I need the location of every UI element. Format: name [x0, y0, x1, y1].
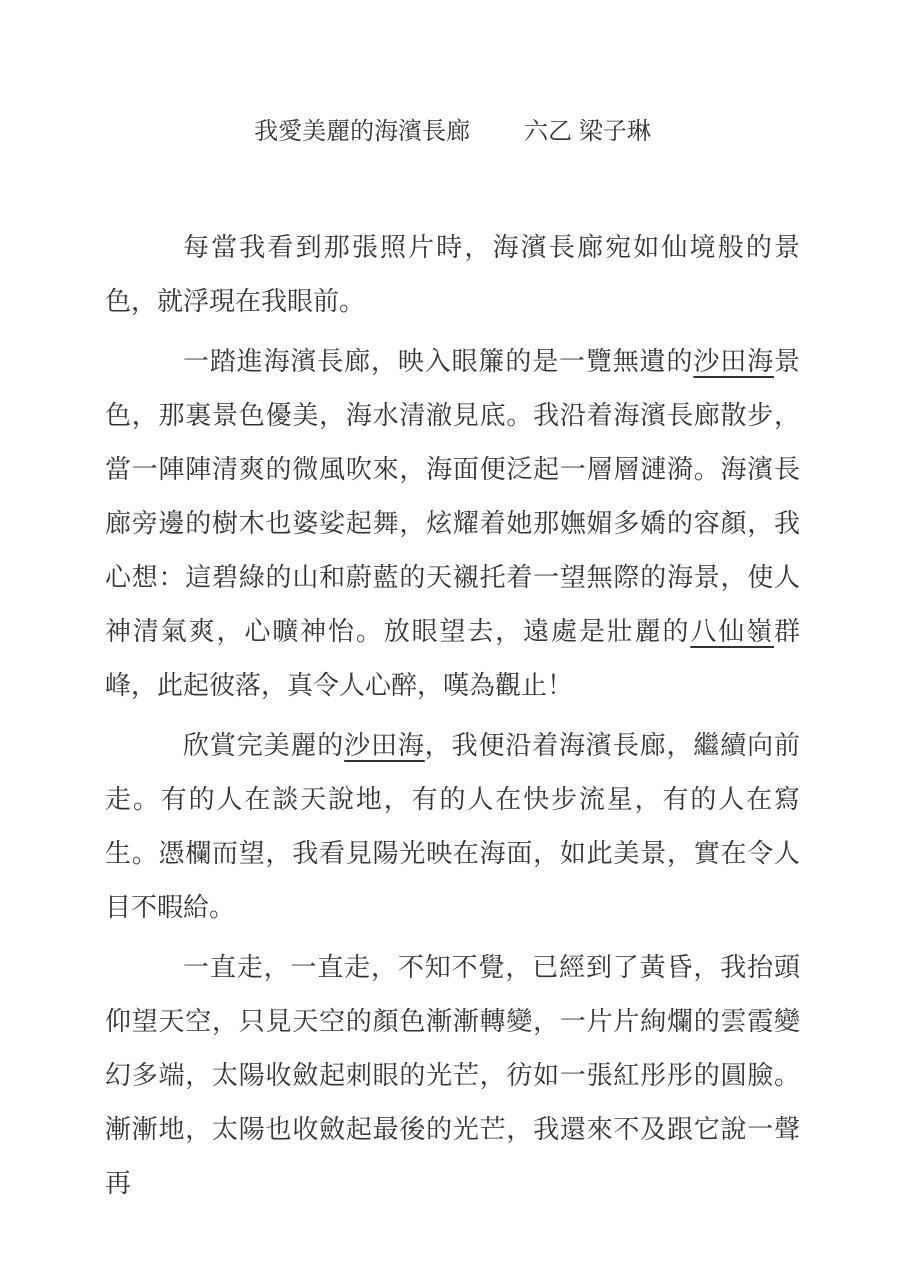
text-segment: 一直走，一直走，不知不覺，已經到了黃昏，我抬頭仰望天空，只見天空的顏色漸漸轉變，一片片絢爛的雲霞變幻多端，太陽收斂起刺眼的光芒，彷如一張紅彤彤的圓臉。漸漸地，太陽也收斂起最後的光芒，我還來不及跟它說一聲再	[105, 952, 800, 1198]
underlined-place-name: 沙田海	[693, 346, 774, 376]
text-segment: 景色，那裏景色優美，海水清澈見底。我沿着海濱長廊散步，當一陣陣清爽的微風吹來，海面便泛起一層層漣漪。海濱長廊旁邊的樹木也婆娑起舞，炫耀着她那嫵媚多嬌的容顏，我心想：這碧綠的山和蔚藍的天襯托着一望無際的海景，使人神清氣爽，心曠神怡。放眼望去，遠處是壯麗的	[105, 346, 800, 646]
text-segment: 欣賞完美麗的	[183, 730, 345, 760]
essay-paragraph	[105, 940, 800, 1210]
text-segment: ，我便沿着海濱長廊，繼續向前走。有的人在談天說地，有的人在快步流星，有的人在寫生。憑欄而望，我看見陽光映在海面，如此美景，實在令人目不暇給。	[105, 730, 800, 922]
essay-body	[105, 220, 800, 1210]
essay-title-line	[105, 112, 800, 152]
text-segment: 群峰，此起彼落，真令人心醉，嘆為觀止！	[105, 616, 800, 700]
text-segment: 一踏進海濱長廊，映入眼簾的是一覽無遺的	[183, 346, 694, 376]
essay-author: 六乙 梁子琳	[524, 118, 651, 145]
essay-paragraph	[105, 334, 800, 712]
essay-title: 我愛美麗的海濱長廊	[254, 118, 471, 145]
underlined-place-name: 沙田海	[344, 730, 425, 760]
essay-paragraph	[105, 718, 800, 934]
essay-paragraph	[105, 220, 800, 328]
text-segment: 每當我看到那張照片時，海濱長廊宛如仙境般的景色，就浮現在我眼前。	[105, 232, 800, 316]
underlined-place-name: 八仙嶺	[690, 616, 774, 646]
